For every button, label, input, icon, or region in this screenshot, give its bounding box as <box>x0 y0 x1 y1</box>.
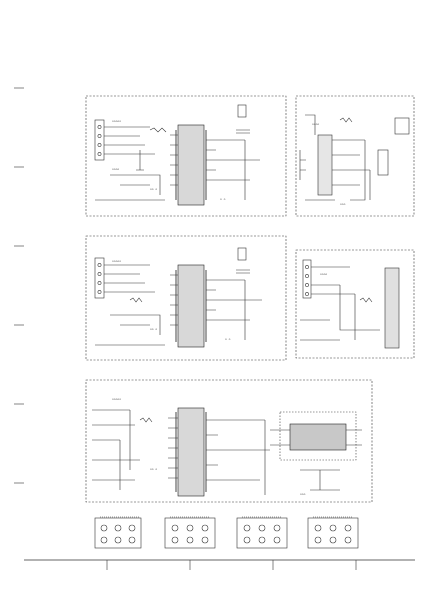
svg-text:ooo: ooo <box>340 202 346 206</box>
svg-text:ooooo: ooooo <box>112 259 122 263</box>
svg-text:oo o: oo o <box>150 187 158 191</box>
svg-text:ooooo: ooooo <box>112 397 122 401</box>
svg-text:ooooo: ooooo <box>112 119 122 123</box>
svg-text:oooo: oooo <box>320 272 328 276</box>
svg-text:oo o: oo o <box>150 467 158 471</box>
svg-text:o o: o o <box>225 337 231 341</box>
svg-text:oooo: oooo <box>112 167 120 171</box>
svg-text:oo o: oo o <box>150 327 158 331</box>
svg-text:oooo: oooo <box>312 122 320 126</box>
svg-text:o o: o o <box>220 197 226 201</box>
svg-text:ooo: ooo <box>300 492 306 496</box>
